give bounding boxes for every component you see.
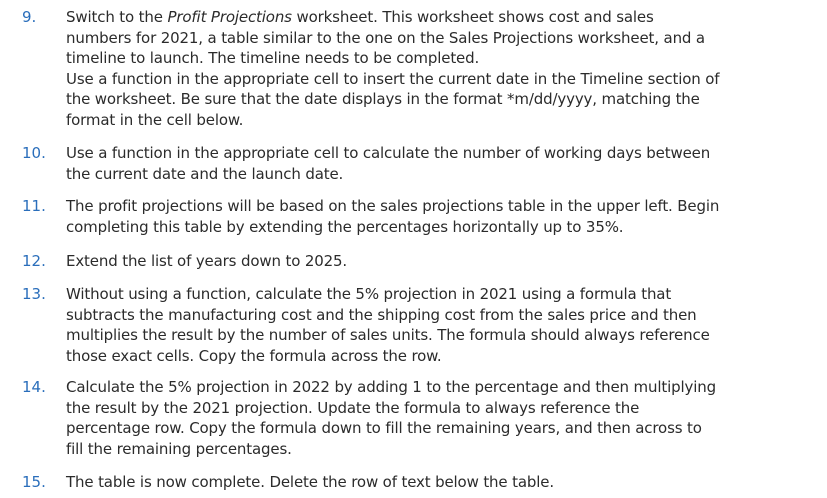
- text-segment: Use a function in the appropriate cell to insert the current date in the Timeline section of: [66, 69, 720, 88]
- text-segment: The profit projections will be based on the sales projections table in the upper left. Begin: [66, 197, 720, 215]
- step-text-line: [66, 164, 821, 185]
- step-text-line: [66, 346, 821, 367]
- step-text-line: [66, 325, 821, 346]
- text-segment: Switch to the: [66, 8, 168, 26]
- step-text-line: [66, 89, 821, 110]
- step-text: [66, 7, 821, 130]
- step-text: [66, 196, 821, 237]
- text-segment: Calculate the 5% projection in 2022 by adding 1 to the percentage and then multiplying: [66, 378, 716, 396]
- text-segment: the current date and the launch date.: [66, 164, 344, 183]
- text-segment: multiplies the result by the number of sales units. The formula should always reference: [66, 326, 710, 344]
- step-text: [66, 251, 821, 272]
- text-segment: worksheet. This worksheet shows cost and sales: [291, 8, 654, 26]
- step-number: 9.: [22, 8, 37, 26]
- step-text-line: [66, 217, 821, 238]
- text-segment: numbers for 2021, a table similar to the one on the Sales Projections worksheet, and a: [66, 28, 705, 47]
- step-text-line: [66, 418, 821, 439]
- step-number: 12.: [22, 252, 46, 270]
- italic-worksheet-name: Profit Projections: [167, 8, 292, 26]
- text-segment: those exact cells. Copy the formula across the row.: [66, 346, 442, 365]
- text-segment: The table is now complete. Delete the row of text below the table.: [66, 473, 554, 491]
- step-number: 11.: [22, 197, 46, 215]
- step-text-line: [66, 472, 821, 493]
- step-number: 15.: [22, 473, 46, 491]
- step-text-line: [66, 377, 821, 398]
- step-text-line: [66, 110, 821, 131]
- step-text: [66, 472, 821, 493]
- text-segment: format in the cell below.: [66, 110, 244, 129]
- step-text-line: [66, 28, 821, 49]
- step-text-line: [66, 305, 821, 326]
- step-text-line: [66, 251, 821, 272]
- step-text: [66, 143, 821, 184]
- text-segment: completing this table by extending the percentages horizontally up to 35%.: [66, 217, 624, 236]
- step-text: [66, 284, 821, 366]
- step-text-line: [66, 284, 821, 305]
- step-number: 10.: [22, 144, 46, 162]
- text-segment: the worksheet. Be sure that the date displays in the format *m/dd/yyyy, matching the: [66, 90, 700, 108]
- step-text-line: [66, 196, 821, 217]
- text-segment: fill the remaining percentages.: [66, 439, 292, 458]
- step-text-line: [66, 143, 821, 164]
- text-segment: percentage row. Copy the formula down to fill the remaining years, and then across to: [66, 419, 702, 437]
- step-number: 13.: [22, 285, 46, 303]
- step-text: [66, 377, 821, 459]
- text-segment: Use a function in the appropriate cell to calculate the number of working days between: [66, 144, 711, 162]
- step-text-line: [66, 398, 821, 419]
- step-text-line: [66, 7, 821, 28]
- step-number: 14.: [22, 378, 46, 396]
- text-segment: Without using a function, calculate the 5% projection in 2021 using a formula that: [66, 285, 672, 303]
- step-text-line: [66, 48, 821, 69]
- text-segment: subtracts the manufacturing cost and the shipping cost from the sales price and then: [66, 305, 697, 324]
- text-segment: Extend the list of years down to 2025.: [66, 252, 348, 270]
- text-segment: timeline to launch. The timeline needs to be completed.: [66, 49, 480, 67]
- text-segment: the result by the 2021 projection. Update the formula to always reference the: [66, 398, 640, 417]
- step-text-line: [66, 69, 821, 90]
- step-text-line: [66, 439, 821, 460]
